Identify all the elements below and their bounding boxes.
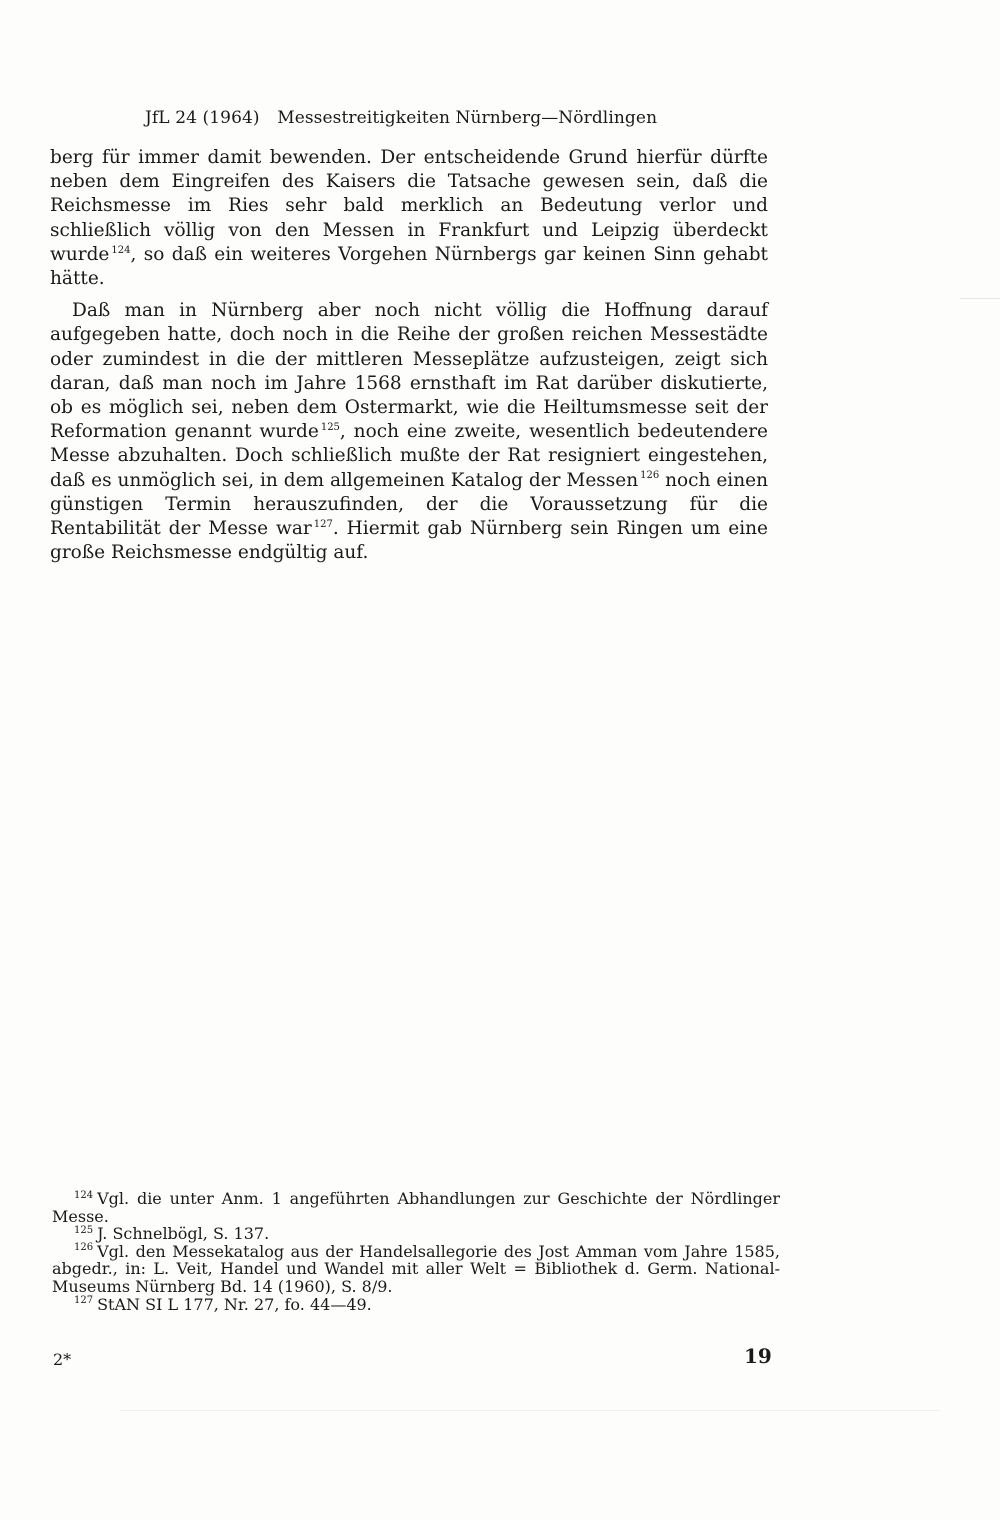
page-number: 19: [744, 1344, 772, 1368]
footnote: [52, 1243, 780, 1296]
footnote-text: Vgl. den Messekatalog aus der Handelsallegorie des Jost Amman vom Jahre 1585, abgedr., in: L. Veit, Handel und Wandel mit aller Welt = Bibliothek d. Germ. National-Museums Nürnberg Bd. 14 (1960), S. 8/9.: [52, 1241, 780, 1296]
signature-mark: 2*: [53, 1350, 72, 1369]
body-text: [50, 146, 768, 565]
paragraph-2-text-a: Daß man in Nürnberg aber noch nicht völlig die Hoffnung darauf aufgegeben hatte, doch noch in die Reihe der großen reichen Messestädte oder zumindest in die der mittleren Messeplätze aufzusteigen, zeigt sich daran, daß man noch im Jahre 1568 ernsthaft im Rat darüber diskutierte, ob es möglich sei, neben dem Ostermarkt, wie die Heiltumsmesse seit der Reformation genannt wurde: [50, 300, 768, 443]
footnotes: [52, 1190, 780, 1313]
paragraph-2-text-b: , noch eine zweite, wesentlich bedeutendere Messe abzuhalten. Doch schließlich mußte der Rat resigniert eingestehen, daß es unmöglich sei, in dem allgemeinen Katalog der Messen: [50, 421, 768, 491]
paragraph-1-text-a: berg für immer damit bewenden. Der entscheidende Grund hierfür dürfte neben dem Eingreifen des Kaisers die Tatsache gewesen sein, daß die Reichsmesse im Ries sehr bald merklich an Bedeutung verlor und schließlich völlig von den Messen in Frankfurt und Leipzig überdeckt wurde: [50, 147, 768, 265]
running-header: [145, 108, 685, 128]
header-title: Messestreitigkeiten Nürnberg—Nördlingen: [277, 108, 658, 128]
footnote-text: StAN SI L 177, Nr. 27, fo. 44—49.: [97, 1294, 372, 1314]
footnote-ref-125: 125: [320, 422, 340, 434]
footnote-number: 127: [74, 1295, 94, 1307]
paragraph-2-text-d: . Hiermit gab Nürnberg sein Ringen um eine große Reichsmesse endgültig auf.: [50, 518, 768, 564]
footnote-ref-124: 124: [111, 244, 131, 256]
header-journal: JfL 24 (1964): [145, 108, 260, 128]
footnote-text: Vgl. die unter Anm. 1 angeführten Abhandlungen zur Geschichte der Nördlinger Messe.: [52, 1189, 780, 1226]
paragraph-1-text-b: , so daß ein weiteres Vorgehen Nürnbergs gar keinen Sinn gehabt hätte.: [50, 243, 768, 290]
footnote: [52, 1190, 780, 1225]
scan-artifact: [960, 298, 1000, 299]
footnote-number: 126: [74, 1242, 94, 1254]
footnote-ref-126: 126: [640, 470, 660, 482]
footnote: [52, 1225, 780, 1243]
footnote-number: 125: [74, 1224, 94, 1236]
paragraph-1: [50, 146, 768, 291]
footnote-number: 124: [74, 1189, 94, 1201]
scan-artifact: [120, 1410, 940, 1411]
paragraph-2: [50, 299, 768, 565]
footnote-ref-127: 127: [313, 518, 333, 530]
footnote-text: J. Schnelbögl, S. 137.: [97, 1224, 270, 1244]
footnote: [52, 1296, 780, 1314]
paragraph-2-text-c: noch einen günstigen Termin herauszufinden, der die Voraussetzung für die Rentabilität der Messe war: [50, 469, 769, 540]
